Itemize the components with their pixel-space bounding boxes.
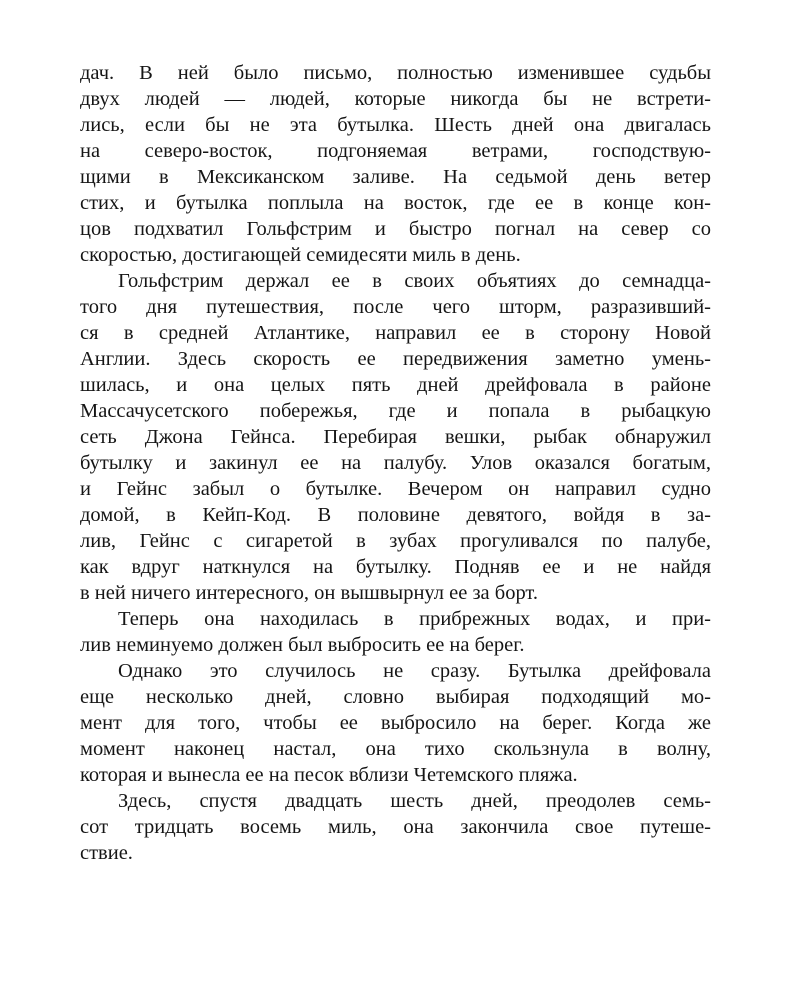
text-line: Массачусетского побережья, где и попала в рыбацкую	[80, 400, 711, 422]
text-line: Англии. Здесь скорость ее передвижения заметно умень-	[80, 348, 711, 370]
text-line: на северо-восток, подгоняемая ветрами, господствую-	[80, 140, 711, 162]
text-line: сот тридцать восемь миль, она закончила свое путеше-	[80, 816, 711, 838]
text-line: как вдруг наткнулся на бутылку. Подняв ее и не найдя	[80, 556, 711, 578]
text-line: бутылку и закинул ее на палубу. Улов оказался богатым,	[80, 452, 711, 474]
paragraph-4	[80, 658, 711, 788]
text-line: лив неминуемо должен был выбросить ее на берег.	[80, 634, 525, 656]
text-line: момент наконец настал, она тихо скользнула в волну,	[80, 738, 711, 760]
text-line: сеть Джона Гейнса. Перебирая вешки, рыбак обнаружил	[80, 426, 711, 448]
text-line: ствие.	[80, 842, 133, 864]
text-line: домой, в Кейп-Код. В половине девятого, войдя в за-	[80, 504, 711, 526]
text-line: ся в средней Атлантике, направил ее в сторону Новой	[80, 322, 711, 344]
text-line: шилась, и она целых пять дней дрейфовала в районе	[80, 374, 711, 396]
paragraph-3	[80, 606, 711, 658]
text-line: Однако это случилось не сразу. Бутылка дрейфовала	[118, 660, 711, 682]
text-line: лив, Гейнс с сигаретой в зубах прогуливался по палубе,	[80, 530, 711, 552]
text-line: цов подхватил Гольфстрим и быстро погнал на север со	[80, 218, 711, 240]
text-line: Гольфстрим держал ее в своих объятиях до семнадца-	[118, 270, 711, 292]
text-line: мент для того, чтобы ее выбросило на берег. Когда же	[80, 712, 711, 734]
text-line: двух людей — людей, которые никогда бы не встрети-	[80, 88, 711, 110]
text-line: дач. В ней было письмо, полностью изменившее судьбы	[80, 62, 711, 84]
text-line: в ней ничего интересного, он вышвырнул ее за борт.	[80, 582, 538, 604]
text-line: и Гейнс забыл о бутылке. Вечером он направил судно	[80, 478, 711, 500]
paragraph-1	[80, 60, 711, 268]
text-line: лись, если бы не эта бутылка. Шесть дней она двигалась	[80, 114, 711, 136]
paragraph-5	[80, 788, 711, 866]
book-page-text	[80, 60, 711, 866]
text-line: Здесь, спустя двадцать шесть дней, преодолев семь-	[118, 790, 711, 812]
text-line: скоростью, достигающей семидесяти миль в день.	[80, 244, 521, 266]
text-line: Теперь она находилась в прибрежных водах, и при-	[118, 608, 711, 630]
paragraph-2	[80, 268, 711, 606]
text-line: щими в Мексиканском заливе. На седьмой день ветер	[80, 166, 711, 188]
text-line: того дня путешествия, после чего шторм, разразивший-	[80, 296, 711, 318]
text-line: стих, и бутылка поплыла на восток, где ее в конце кон-	[80, 192, 711, 214]
text-line: которая и вынесла ее на песок вблизи Четемского пляжа.	[80, 764, 578, 786]
text-line: еще несколько дней, словно выбирая подходящий мо-	[80, 686, 711, 708]
